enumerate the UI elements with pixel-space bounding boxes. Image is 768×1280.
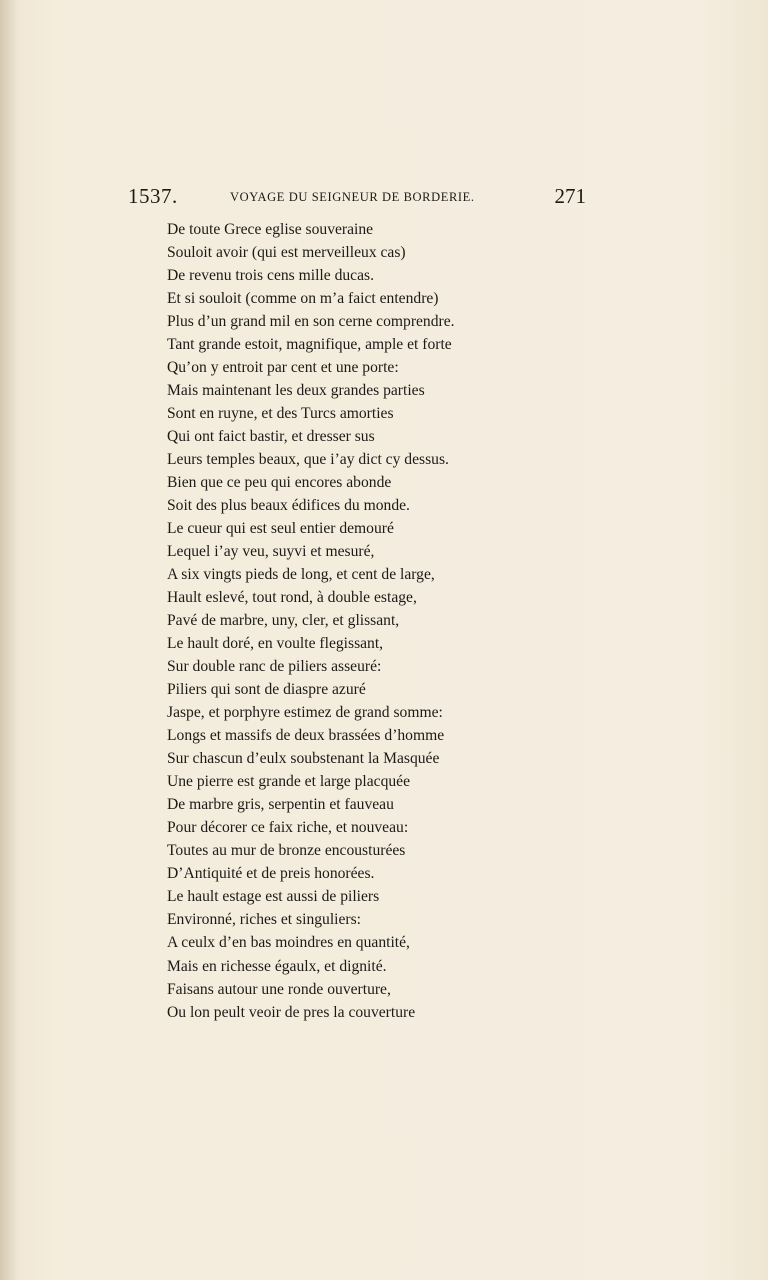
verse-line: Le hault estage est aussi de piliers (167, 888, 380, 906)
verse-line: Hault eslevé, tout rond, à double estage, (167, 589, 417, 607)
verse-line: De toute Grece eglise souveraine (167, 221, 374, 238)
verse-line: Mais en richesse égaulx, et dignité. (167, 957, 387, 975)
verse-line: Mais maintenant les deux grandes parties (167, 382, 425, 400)
verse-line: Bien que ce peu qui encores abonde (167, 474, 392, 492)
verse-line: De revenu trois cens mille ducas. (167, 267, 374, 285)
verse-line: De marbre gris, serpentin et fauveau (167, 796, 394, 814)
verse-line: Sont en ruyne, et des Turcs amorties (167, 405, 394, 423)
verse-line: Lequel i’ay veu, suyvi et mesuré, (167, 543, 375, 561)
verse-line: D’Antiquité et de preis honorées. (167, 865, 375, 883)
verse-line: Plus d’un grand mil en son cerne comprendre. (167, 313, 455, 331)
verse-line: Ou lon peult veoir de pres la couverture (167, 1003, 416, 1021)
verse-line: Le cueur qui est seul entier demouré (167, 520, 394, 538)
verse-line: Et si souloit (comme on m’a faict entendre) (167, 290, 439, 308)
header-title: VOYAGE DU SEIGNEUR DE BORDERIE. (230, 190, 475, 204)
verse-line: Environné, riches et singuliers: (167, 911, 362, 929)
page-gutter-shadow (0, 0, 18, 1280)
verse-text (167, 218, 547, 1024)
verse-line: Longs et massifs de deux brassées d’homme (167, 727, 445, 745)
verse-line: Soit des plus beaux édifices du monde. (167, 497, 410, 515)
verse-line: Pour décorer ce faix riche, et nouveau: (167, 819, 409, 837)
verse-line: Sur double ranc de piliers asseuré: (167, 658, 382, 676)
verse-line: Une pierre est grande et large placquée (167, 773, 411, 791)
verse-line: Jaspe, et porphyre estimez de grand somme: (167, 704, 443, 722)
verse-line: Pavé de marbre, uny, cler, et glissant, (167, 612, 400, 630)
verse-line: Faisans autour une ronde ouverture, (167, 980, 391, 998)
header-year: 1537. (128, 184, 178, 208)
verse-line: Tant grande estoit, magnifique, ample et forte (167, 336, 452, 354)
verse-line: Sur chascun d’eulx soubstenant la Masquée (167, 750, 440, 768)
running-head (128, 184, 586, 212)
page-number: 271 (554, 184, 586, 208)
verse-line: Toutes au mur de bronze encousturées (167, 842, 406, 860)
verse-line: Souloit avoir (qui est merveilleux cas) (167, 244, 406, 262)
verse-line: A ceulx d’en bas moindres en quantité, (167, 934, 410, 952)
verse-line: A six vingts pieds de long, et cent de large, (167, 566, 435, 584)
verse-line: Le hault doré, en voulte flegissant, (167, 635, 384, 653)
verse-line: Qu’on y entroit par cent et une porte: (167, 359, 399, 377)
verse-line: Piliers qui sont de diaspre azuré (167, 681, 366, 699)
verse-line: Leurs temples beaux, que i’ay dict cy dessus. (167, 451, 449, 469)
verse-line: Qui ont faict bastir, et dresser sus (167, 428, 375, 446)
